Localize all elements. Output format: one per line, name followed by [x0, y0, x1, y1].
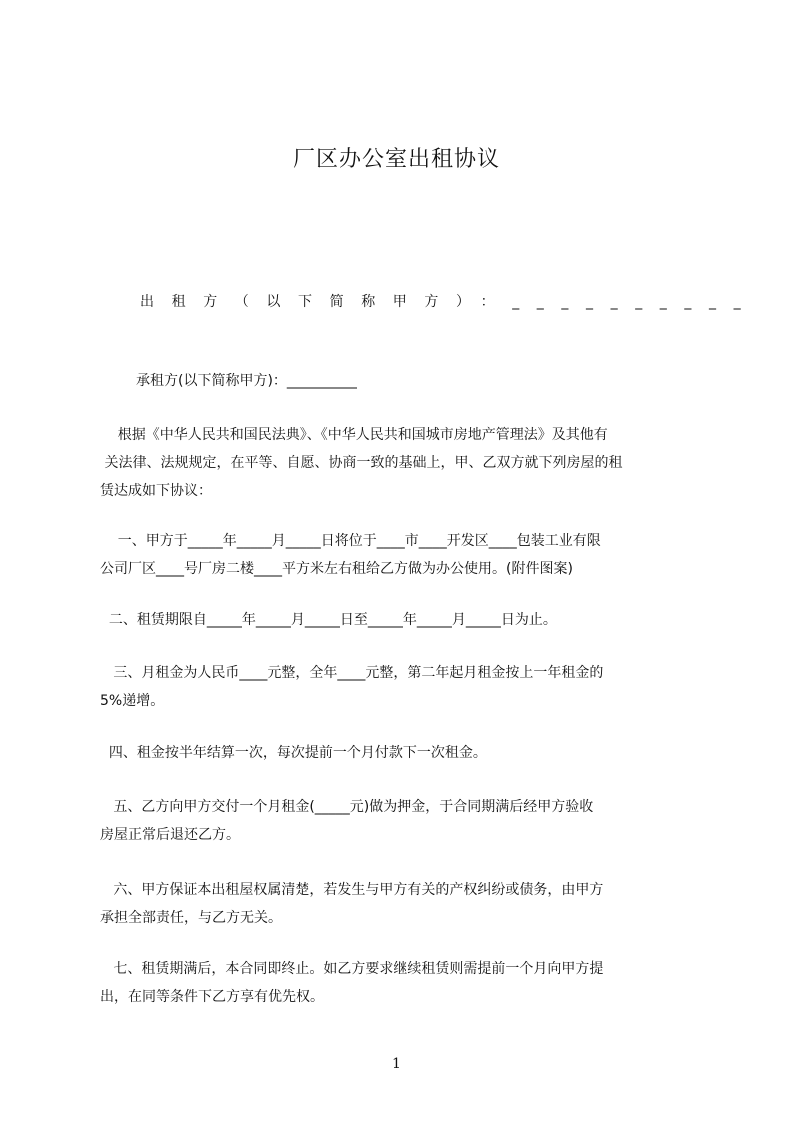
- preamble-line: 赁达成如下协议：: [100, 483, 212, 499]
- clause-line: 三、月租金为人民币____元整，全年____元整，第二年起月租金按上一年租金的: [100, 665, 604, 681]
- document-title: 厂区办公室出租协议: [292, 147, 500, 172]
- clause-line: 二、租赁期限自_____年_____月_____日至_____年_____月_____日为止。: [100, 612, 557, 628]
- clause-line: 六、甲方保证本出租屋权属清楚，若发生与甲方有关的产权纠纷或债务，由甲方: [100, 882, 604, 898]
- clause-3: [100, 659, 700, 715]
- lessee-line: 承租方(以下简称甲方)：__________: [136, 373, 357, 389]
- clause-line: 五、乙方向甲方交付一个月租金(_____元)做为押金，于合同期满后经甲方验收: [100, 799, 594, 815]
- clause-2: [100, 606, 700, 634]
- clause-line: 公司厂区____号厂房二楼____平方米左右租给乙方做为办公使用。(附件图案): [100, 561, 573, 577]
- clause-line: 出，在同等条件下乙方享有优先权。: [100, 989, 324, 1005]
- page-number: 1: [392, 1056, 401, 1072]
- clause-line: 承担全部责任，与乙方无关。: [100, 910, 282, 926]
- clause-line: 房屋正常后退还乙方。: [100, 827, 240, 843]
- clause-line: 一、甲方于_____年_____月_____日将位于____市____开发区____包装工业有限: [100, 533, 601, 549]
- lessor-line: 出租方（以下简称甲方）：__________: [140, 294, 759, 310]
- clause-4: [100, 739, 700, 767]
- preamble-line: 根据《中华人民共和国民法典》、《中华人民共和国城市房地产管理法》及其他有: [100, 427, 608, 443]
- clause-5: [100, 793, 700, 849]
- clause-line: 5%递增。: [100, 693, 165, 709]
- clause-6: [100, 876, 700, 932]
- clause-line: 七、租赁期满后，本合同即终止。如乙方要求继续租赁则需提前一个月向甲方提: [100, 961, 604, 977]
- clause-7: [100, 955, 700, 1011]
- preamble-paragraph: [100, 421, 700, 505]
- clause-line: 四、租金按半年结算一次，每次提前一个月付款下一次租金。: [100, 745, 487, 761]
- preamble-line: 关法律、法规规定，在平等、自愿、协商一致的基础上，甲、乙双方就下列房屋的租: [100, 455, 623, 471]
- clause-1: [100, 527, 700, 583]
